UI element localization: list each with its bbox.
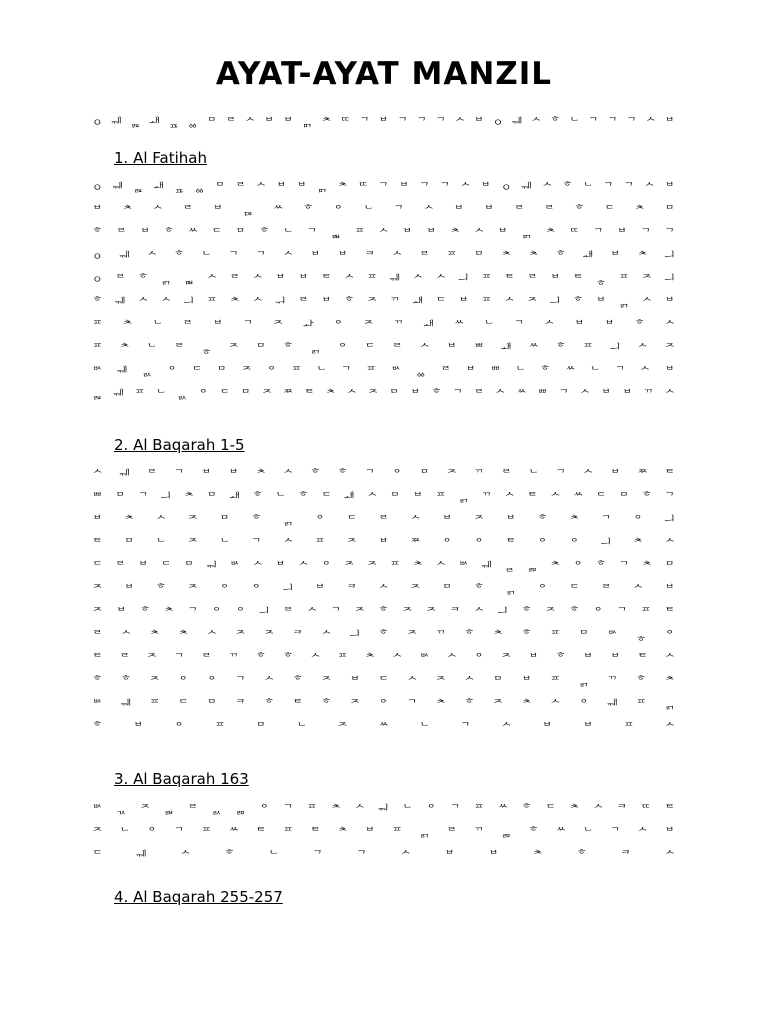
text-line: ㅇ ᅰ ᆵ ᅫ ᇁ ᇮ ᄆ ᄅ ᄉ ᄇ ᄇ ᇚ ᄎ ᄄ ᄀ ᄇ ᄀ ᄀ ᄉ ᄇ ㅇ ᅰ ᄉ ᄒ ᄂ ᄀ ᄀ ᄉ ᄇ [92,181,676,194]
text-line: ᄒ ᅰ ᄉ ᄉ ᅴ ᄑ ᄎ ᄉ ᅱ ᄅ ᄇ ᄒ ᄌ ᄁ ᅫ ᄃ ᄇ ᄑ ᄉ ᄌ ᅴ ᄒ ᄇ ᆰ ᄉ ᄇ [92,296,676,309]
section-heading-al-baqarah-163: 3. Al Baqarah 163 [114,770,249,788]
section-heading-al-baqarah-1-5: 2. Al Baqarah 1-5 [114,436,245,454]
text-line: ㅇ ᅰ ᄉ ᄒ ᄂ ᄀ ᄀ ᄉ ᄇ ᄇ ᄏ ᄉ ᄅ ᄑ ᄆ ᄎ ᄎ ᄒ ᅫ ᄇ ᄎ ᅴ [92,250,676,263]
text-line: ᄑ ᄎ ᄂ ᄅ ᄇ ᄀ ᄌ ᅪ ᄋ ᄌ ᄁ ᅫ ᄊ ᄂ ᄀ ᄉ ᄇ ᄇ ᄒ ᄉ [92,319,676,332]
text-line: ᄒ ᄒ ᄌ ᄋ ᄋ ᄀ ᄉ ᄒ ᄌ ᄇ ᄃ ᄉ ᄌ ᄉ ᄆ ᄇ ᄑ ᆰ ᄁ ᄒ ᄎ [92,675,676,688]
text-line: ᄌ ᄂ ᄋ ᄀ ᄑ ᄊ ᄐ ᄑ ᄐ ᄎ ᄇ ᄑ ᆰ ᄅ ᄁ ᆱ ᄒ ᄊ ᄂ ᄀ ᄉ ᄇ [92,826,676,839]
text-line: ᄇ ᄎ ᄉ ᄌ ᄆ ᄒ ᆰ ᄋ ᄃ ᄅ ᄉ ᄇ ᄌ ᄇ ᄒ ᄎ ᄀ ᄋ ᅴ [92,514,676,527]
document-title: AYAT-AYAT MANZIL [215,56,553,92]
section-heading-al-baqarah-255-257: 4. Al Baqarah 255-257 [114,888,283,906]
text-line: ㅇ ᄅ ᄒ ᆰ ᇜ ᄉ ᄅ ᄉ ᄇ ᄇ ᄐ ᄉ ᄑ ᅰ ᄉ ᄉ ᅴ ᄑ ᄐ ᄅ ᄇ ᄐ ᇂ ᄑ ᄌ ᅴ [92,273,676,286]
section-body-al-fatihah [92,176,676,406]
text-line: ᄅ ᄉ ᄎ ᄎ ᄉ ᄌ ᄌ ᄏ ᄉ ᅴ ᄒ ᄌ ᄁ ᄒ ᄎ ᄒ ᄑ ᄆ ᄡ ᇂ ᄋ [92,629,676,642]
intro-text-line: ㅇ ᅰ ᆵ ᅫ ᇁ ᇮ ᄆ ᄅ ᄉ ᄇ ᄇ ᇚ ᄎ ᄄ ᄀ ᄇ ᄀ ᄀ ᄀ ᄉ ᄇ ㅇ ᅰ ᄉ ᄒ ᄂ ᄀ ᄀ ᄀ ᄉ ᄇ [92,116,676,129]
text-line: ᄌ ᄇ ᄒ ᄎ ᄀ ᄋ ᄋ ᅴ ᄅ ᄉ ᄀ ᄌ ᄒ ᄌ ᄌ ᄏ ᄉ ᅴ ᄒ ᄌ ᄒ ᄋ ᄀ ᄑ ᄐ [92,606,676,619]
text-line: ᄈ ᄆ ᄀ ᅴ ᄎ ᄆ ᅫ ᄒ ᄂ ᄒ ᄃ ᅫ ᄉ ᄆ ᄇ ᄑ ᆰ ᄁ ᄉ ᄐ ᄉ ᄊ ᄃ ᄆ ᄒ ᄀ [92,491,676,504]
text-line: ᄡ ᆪ ᄌ ᆲ ᄅ ᆳ ᆱ ᄋ ᄀ ᄑ ᄎ ᄉ ᅯ ᄂ ᄋ ᄀ ᄑ ᄊ ᄒ ᄃ ᄎ ᄉ ᄏ ᄄ ᄐ [92,803,676,816]
section-body-al-baqarah-163 [92,798,676,867]
text-line: ᄉ ᅰ ᄅ ᄀ ᄇ ᄇ ᄎ ᄉ ᄒ ᄒ ᄀ ᄋ ᄆ ᄌ ᄁ ᄅ ᄂ ᄀ ᄉ ᄇ ᄍ ᄐ [92,468,676,481]
text-line: ᄇ ᄎ ᄉ ᄅ ᄇ ᇋ ᄊ ᄒ ᄋ ᄂ ᄀ ᄉ ᄇ ᄇ ᄅ ᄅ ᄒ ᄃ ᄎ ᄆ [92,204,676,217]
text-line: ᄡ ᅰ ᄑ ᄃ ᄆ ᄏ ᄒ ᄐ ᄒ ᄌ ᄋ ᄀ ᄎ ᄒ ᄌ ᄎ ᄉ ᄋ ᅰ ᄑ ᆰ [92,698,676,711]
text-line: ᄃ ᅰ ᄉ ᄒ ᄂ ᄀ ᄀ ᄉ ᄇ ᄇ ᄎ ᄒ ᄏ ᄉ [92,849,676,862]
text-line: ᄡ ᅰ ᆳ ᄋ ᄃ ᄆ ᄌ ᄋ ᄑ ᄂ ᄀ ᄑ ᄡ ᇮ ᄅ ᄇ ᄈ ᄂ ᄒ ᄊ ᄂ ᄀ ᄉ ᄇ [92,365,676,378]
text-line: ᆵ ᅰ ᄑ ᄂ ᆳ ᄋ ᄃ ᄆ ᄌ ᄍ ᄐ ᄎ ᄉ ᄌ ᄆ ᄇ ᄒ ᄀ ᄅ ᄉ ᄊ ᄈ ᄀ ᄉ ᄇ ᄇ ᄁ ᄉ [92,388,676,401]
text-line: ᄐ ᄆ ᄂ ᄌ ᄂ ᄀ ᄉ ᄑ ᄌ ᄇ ᄍ ᄋ ᄋ ᄐ ᄋ ᄋ ᅴ ᄎ ᄉ [92,537,676,550]
text-line: ᄑ ᄎ ᄂ ᄅ ᇂ ᄌ ᄆ ᄒ ᆰ ᄋ ᄃ ᄅ ᄉ ᄇ ᄈ ᅫ ᄊ ᄒ ᄑ ᅴ ᄉ ᄌ [92,342,676,355]
text-line: ᄒ ᄅ ᄇ ᄒ ᄊ ᄃ ᄆ ᄒ ᄂ ᄀ ᇜ ᄑ ᄉ ᄇ ᄇ ᄎ ᄉ ᄇ ᇚ ᄎ ᄄ ᄀ ᄇ ᄀ ᄀ [92,227,676,240]
text-line: ᄒ ᄇ ᄋ ᄑ ᄆ ᄂ ᄌ ᄊ ᄂ ᄀ ᄉ ᄇ ᄇ ᄑ ᄉ [92,721,676,734]
section-heading-al-fatihah: 1. Al Fatihah [114,149,207,167]
text-line: ᄌ ᄇ ᄒ ᄌ ᄋ ᄋ ᅴ ᄇ ᄏ ᄉ ᄌ ᄆ ᄒ ᆰ ᄋ ᄃ ᄅ ᄉ ᄇ [92,583,676,596]
section-body-al-baqarah-1-5 [92,463,676,739]
text-line: ᄃ ᄅ ᄇ ᄃ ᄆ ᅯ ᄡ ᄉ ᄇ ᄉ ᄋ ᄌ ᄌ ᄑ ᄎ ᄉ ᄡ ᅰ ᆯ ᆱ ᄎ ᄋ ᄒ ᄀ ᄎ ᄆ [92,560,676,573]
text-line: ᄐ ᄅ ᄌ ᄀ ᄅ ᄁ ᄒ ᄒ ᄉ ᄑ ᄎ ᄉ ᄡ ᄉ ᄋ ᄌ ᄇ ᄒ ᄇ ᄇ ᄐ ᄉ [92,652,676,665]
